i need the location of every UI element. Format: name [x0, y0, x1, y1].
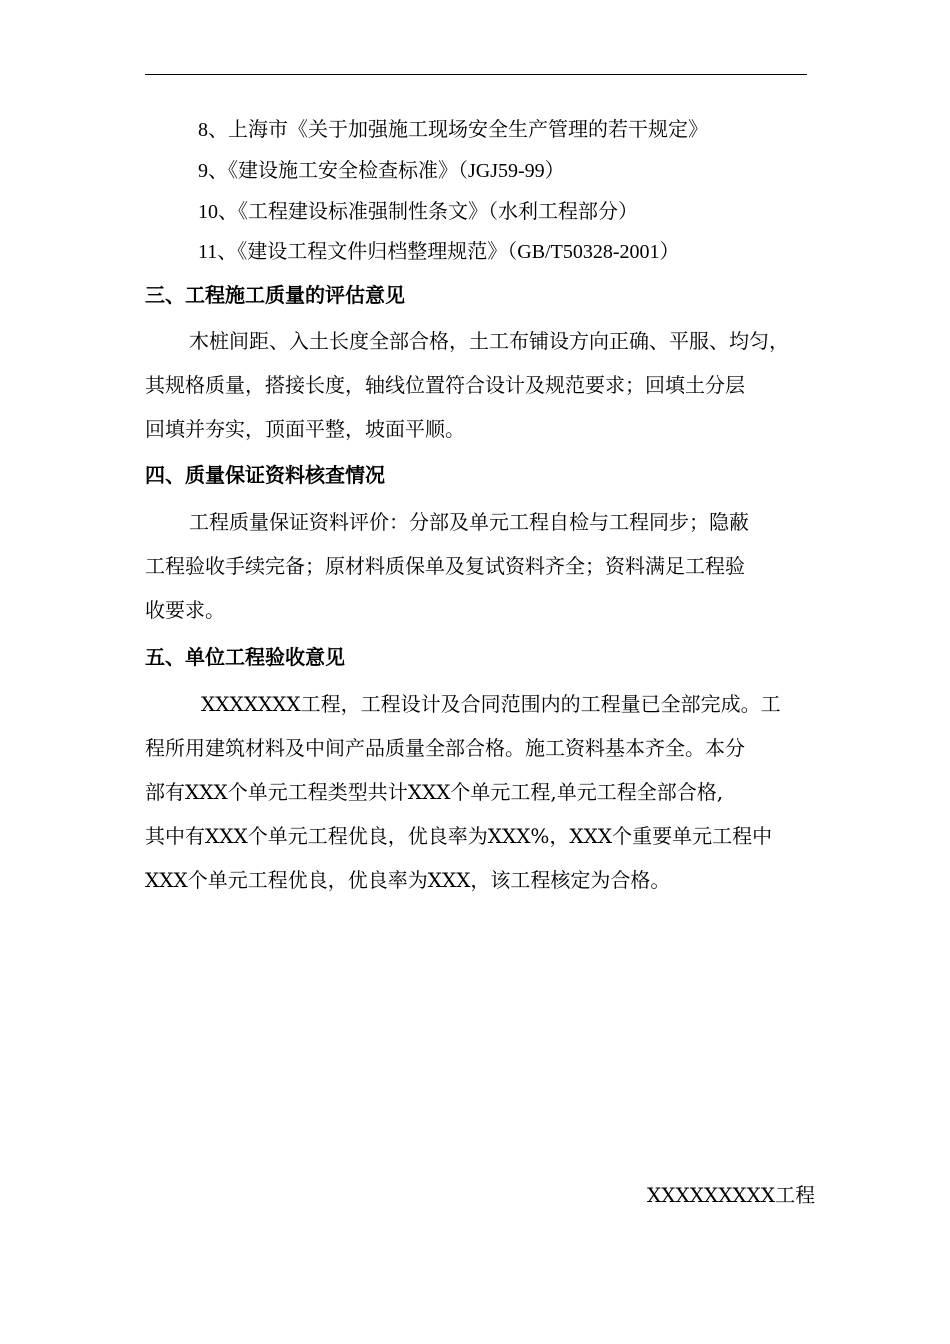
section-5-line-5: XXX个单元工程优良，优良率为XXX，该工程核定为合格。 [145, 868, 671, 892]
section-5-line-3: 部有XXX个单元工程类型共计XXX个单元工程,单元工程全部合格, [145, 780, 724, 804]
reference-item-9: 9、《建设施工安全检查标准》（JGJ59-99） [198, 160, 565, 182]
section-5-line-2: 程所用建筑材料及中间产品质量全部合格。施工资料基本齐全。本分 [145, 736, 745, 760]
section-4-line-2: 工程验收手续完备；原材料质保单及复试资料齐全；资料满足工程验 [145, 554, 745, 578]
section-5-line-1: XXXXXXX工程，工程设计及合同范围内的工程量已全部完成。工 [201, 692, 781, 716]
section-4-line-3: 收要求。 [145, 598, 225, 622]
section-3-line-2: 其规格质量，搭接长度，轴线位置符合设计及规范要求；回填土分层 [145, 373, 745, 397]
section-4-line-1: 工程质量保证资料评价：分部及单元工程自检与工程同步；隐蔽 [189, 510, 749, 534]
section-5-line-4: 其中有XXX个单元工程优良，优良率为XXX%，XXX个重要单元工程中 [145, 824, 773, 848]
section-4-heading: 四、质量保证资料核查情况 [145, 463, 385, 487]
section-3-line-1: 木桩间距、入土长度全部合格，土工布铺设方向正确、平服、均匀， [189, 329, 789, 353]
header-rule [145, 74, 807, 75]
reference-item-8: 8、上海市《关于加强施工现场安全生产管理的若干规定》 [198, 119, 708, 141]
reference-item-10: 10、《工程建设标准强制性条文》（水利工程部分） [198, 201, 638, 223]
section-3-line-3: 回填并夯实，顶面平整，坡面平顺。 [145, 417, 465, 441]
signature: XXXXXXXXX工程 [647, 1183, 816, 1207]
section-3-heading: 三、工程施工质量的评估意见 [145, 283, 405, 307]
section-5-heading: 五、单位工程验收意见 [145, 645, 345, 669]
reference-item-11: 11、《建设工程文件归档整理规范》（GB/T50328-2001） [198, 241, 680, 263]
